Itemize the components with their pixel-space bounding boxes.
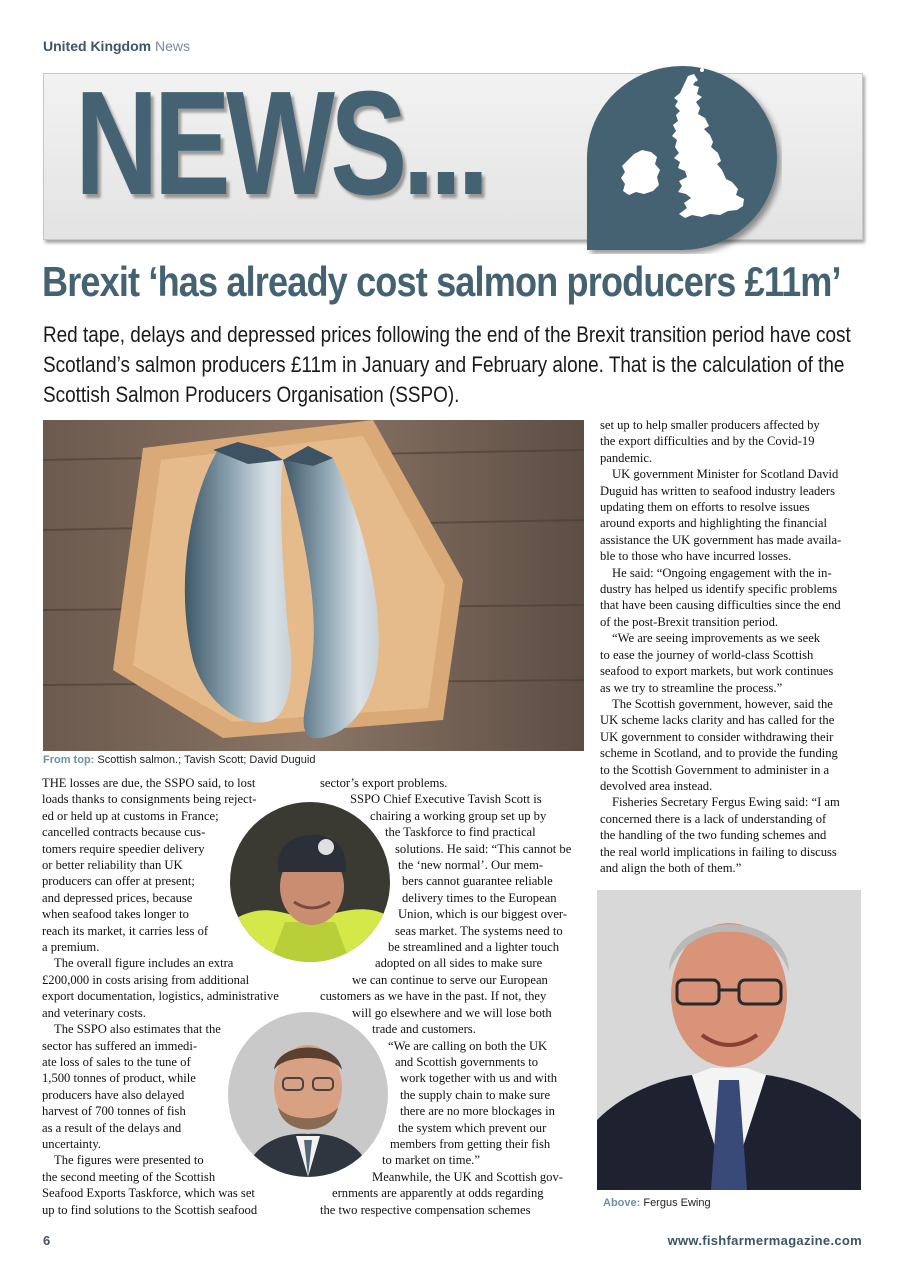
photo-caption-lead: From top:: [43, 754, 95, 766]
col3-line: UK government Minister for Scotland David: [612, 467, 839, 482]
section-region: United Kingdom: [43, 38, 152, 54]
col2-line: the system which prevent our: [398, 1120, 547, 1135]
col3-line: devolved area instead.: [600, 778, 713, 793]
col1-line: as a result of the delays and: [42, 1120, 182, 1135]
website-link[interactable]: www.fishfarmermagazine.com: [667, 1233, 862, 1248]
photo2-caption: [603, 1197, 711, 1209]
headline: Brexit ‘has already cost salmon producers £11m’: [42, 258, 841, 305]
col2-line: solutions. He said: “This cannot be: [395, 841, 572, 856]
col3-line: set up to help smaller producers affected by: [600, 418, 820, 432]
col2-line: will go elsewhere and we will lose both: [352, 1005, 552, 1020]
col1-line: sector has suffered an immedi-: [42, 1038, 198, 1053]
col1-line: a premium.: [42, 940, 100, 955]
news-banner-word: NEWS...: [75, 61, 485, 226]
col3-line: pandemic.: [600, 450, 653, 465]
col3-line: the real world implications in failing to discuss: [600, 844, 837, 859]
col2-line: seas market. The systems need to: [395, 923, 563, 938]
col3-line: to the Scottish Government to administer in a: [600, 762, 830, 777]
col1-line: producers have also delayed: [42, 1087, 185, 1102]
col3-line: updating them on efforts to resolve issues: [600, 500, 810, 515]
col2-line: the ‘new normal’. Our mem-: [398, 858, 544, 873]
col2-line: adopted on all sides to make sure: [375, 956, 543, 971]
col1-line: and depressed prices, because: [42, 890, 193, 905]
col2-line: bers cannot guarantee reliable: [402, 874, 553, 889]
photo2-caption-lead: Above:: [603, 1197, 641, 1209]
col2-line: delivery times to the European: [402, 890, 557, 905]
col2-line: we can continue to serve our European: [352, 972, 548, 987]
col2-line: be streamlined and a lighter touch: [388, 940, 560, 955]
col1-line: loads thanks to consignments being reject-: [42, 792, 257, 807]
col3-line: dustry has helped us identify specific problems: [600, 582, 838, 597]
col1-line: reach its market, it carries less of: [42, 923, 209, 938]
col2-line: the two respective compensation schemes: [320, 1202, 531, 1217]
col3-line: Fisheries Secretary Fergus Ewing said: “I am: [612, 795, 840, 810]
orkney-icon: [695, 79, 698, 82]
col2-line: “We are calling on both the UK: [388, 1038, 548, 1053]
col1-line: Seafood Exports Taskforce, which was set: [42, 1186, 255, 1201]
col3-line: of the post-Brexit transition period.: [600, 614, 779, 629]
col1-line: The figures were presented to: [54, 1153, 204, 1168]
col3-line: He said: “Ongoing engagement with the in-: [612, 565, 832, 580]
photo-caption-text: Scottish salmon.; Tavish Scott; David Duguid: [97, 754, 316, 766]
col2-line: customers as we have in the past. If not, they: [320, 989, 547, 1004]
col2-line: Meanwhile, the UK and Scottish gov-: [372, 1169, 563, 1184]
col1-line: tomers require speedier delivery: [42, 841, 205, 856]
col1-line: export documentation, logistics, administrative: [42, 989, 279, 1004]
col1-line: the second meeting of the Scottish: [42, 1169, 216, 1184]
col1-line: The SSPO also estimates that the: [54, 1022, 221, 1037]
col3-line: to ease the journey of world-class Scottish: [600, 647, 814, 662]
david-duguid-photo: [228, 1012, 388, 1177]
standfirst: Red tape, delays and depressed prices following the end of the Brexit transition period have cost Scotland’s salmon producers £11m in January and February alone. That is the calculation of the Scottish Salmon Producers Organisation (SSPO).: [43, 322, 851, 407]
uk-map-badge: [584, 62, 782, 254]
col3-line: assistance the UK government has made availa-: [600, 532, 842, 547]
col1-line: ate loss of sales to the tune of: [42, 1054, 191, 1069]
col3-line: and align the both of them.”: [600, 860, 742, 875]
col3-line: “We are seeing improvements as we seek: [612, 631, 821, 646]
salmon-photo: [43, 420, 584, 751]
col1-line: producers can offer at present;: [42, 874, 195, 889]
col3-line: as we try to streamline the process.”: [600, 680, 783, 695]
col1-line: ed or held up at customs in France;: [42, 808, 219, 823]
col2-line: trade and customers.: [372, 1022, 476, 1037]
col3-line: the export difficulties and by the Covid-19: [600, 434, 815, 449]
col3-line: concerned there is a lack of understanding of: [600, 811, 827, 826]
col2-line: the Taskforce to find practical: [385, 825, 536, 840]
col3-line: ble to those who have incurred losses.: [600, 549, 792, 564]
col3-line: around exports and highlighting the financial: [600, 516, 827, 531]
col3-line: Duguid has written to seafood industry leaders: [600, 483, 836, 498]
col1-line: cancelled contracts because cus-: [42, 825, 206, 840]
col3-line: The Scottish government, however, said the: [612, 696, 833, 711]
fergus-ewing-photo: [597, 890, 861, 1190]
shetland-icon: [700, 68, 704, 72]
col1-line: and veterinary costs.: [42, 1005, 146, 1020]
col1-line: harvest of 700 tonnes of fish: [42, 1104, 186, 1119]
col1-line: when seafood takes longer to: [42, 907, 189, 922]
page-number: 6: [43, 1233, 51, 1248]
col3-line: seafood to export markets, but work continues: [600, 664, 834, 679]
col2-line: there are no more blockages in: [400, 1104, 555, 1119]
col1-line: uncertainty.: [42, 1136, 101, 1151]
col3-line: UK government to consider withdrawing their: [600, 729, 834, 744]
col1-line: or better reliability than UK: [42, 858, 183, 873]
col1-line: £200,000 in costs arising from additional: [42, 972, 250, 987]
photo-caption: [43, 754, 315, 766]
section-category: News: [155, 38, 191, 54]
col3-line: scheme in Scotland, and to provide the funding: [600, 746, 838, 761]
photo2-caption-text: Fergus Ewing: [643, 1197, 711, 1209]
tavish-scott-photo: [230, 802, 390, 962]
col2-line: SSPO Chief Executive Tavish Scott is: [350, 792, 542, 807]
col3-line: UK scheme lacks clarity and has called for the: [600, 713, 835, 728]
col2-line: and Scottish governments to: [395, 1054, 539, 1069]
col2-line: work together with us and with: [400, 1071, 558, 1086]
article-column-3: [600, 417, 870, 876]
col3-line: the handling of the two funding schemes and: [600, 828, 827, 843]
col2-line: to market on time.”: [382, 1153, 480, 1168]
col2-line: chairing a working group set up by: [370, 808, 547, 823]
col1-line: 1,500 tonnes of product, while: [42, 1071, 196, 1086]
col1-line: up to find solutions to the Scottish seafood: [42, 1202, 258, 1217]
col2-line: members from getting their fish: [390, 1136, 551, 1151]
col3-line: that have been causing difficulties since the end: [600, 598, 841, 613]
col2-line: Union, which is our biggest over-: [398, 907, 568, 922]
col2-line: the supply chain to make sure: [400, 1087, 551, 1102]
col2-line: ernments are apparently at odds regarding: [332, 1186, 544, 1201]
col1-line: The overall figure includes an extra: [54, 956, 234, 971]
col1-line: THE losses are due, the SSPO said, to lost: [42, 776, 256, 790]
section-label: [43, 38, 190, 54]
col2-line: sector’s export problems.: [320, 776, 448, 790]
